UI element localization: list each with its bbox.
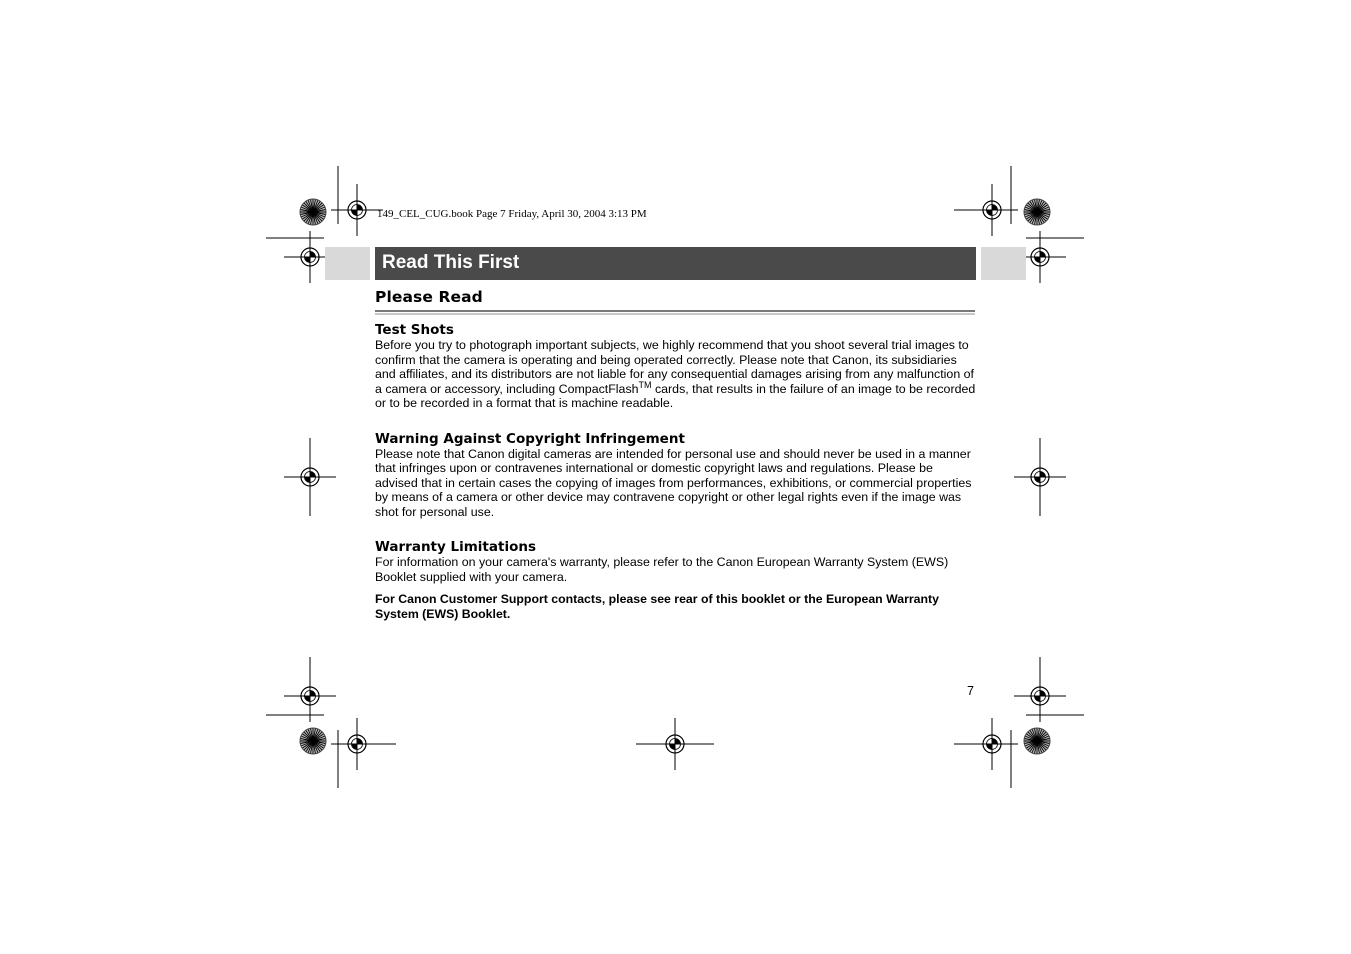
warranty-heading: Warranty Limitations [375,539,536,555]
test-shots-text: Before you try to photograph important subjects, we highly recommend that you shoot several trial images to confirm that the camera is operating and being operated correctly. Please note that Canon, its subsidiaries and affiliates, and its distributors are not liable for any consequential damages arising from any malfunction of a camera or accessory, including CompactFlash™ cards, that results in the failure of an image to be recorded or to be recorded in a format that is machine readable. [375,338,976,410]
copyright-heading: Warning Against Copyright Infringement [375,430,685,447]
warranty-block [375,539,976,622]
chapter-title: Read This First [382,252,520,273]
right-edge-tab [981,247,1026,280]
chapter-title-bar [375,247,976,280]
test-shots-heading: Test Shots [375,322,454,338]
section-divider [375,310,975,315]
page-number: 7 [967,684,974,698]
section-title: Please Read [375,288,483,306]
test-shots-block [375,322,976,411]
trademark-sup: TM [638,379,652,390]
warranty-text: For information on your camera's warranty, please refer to the Canon European Warranty System (EWS) Booklet supplied with your camera. [375,555,949,584]
print-slug-line: 149_CEL_CUG.book Page 7 Friday, April 30, 2004 3:13 PM [377,208,647,220]
copyright-block [375,431,976,520]
left-edge-tab [325,247,370,280]
copyright-text: Please note that Canon digital cameras are intended for personal use and should never be used in a manner that infringes upon or contravenes international or domestic copyright laws and regulations. Please be advised that in certain cases the copying of images from performances, exhibitions, or commercial properties by means of a camera or other device may contravene copyright or other legal rights even if the image was shot for personal use. [375,446,972,519]
page-content [375,322,976,642]
customer-support-notice: For Canon Customer Support contacts, please see rear of this booklet or the European Warranty System (EWS) Booklet. [375,592,939,621]
